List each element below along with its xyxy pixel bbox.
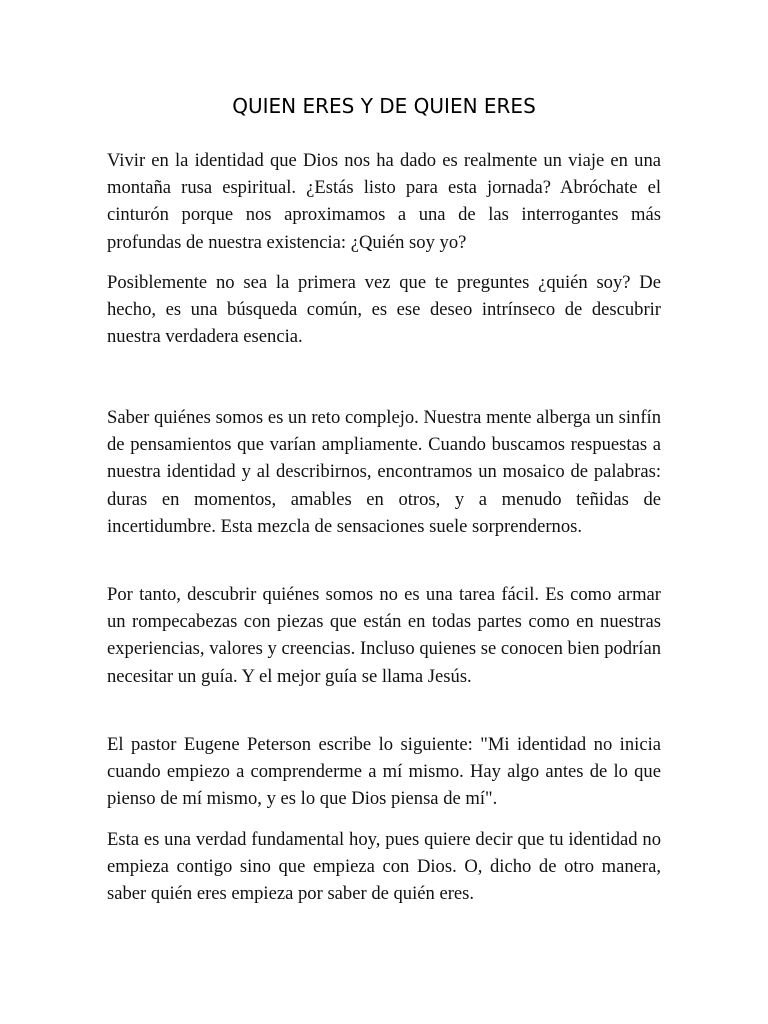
paragraph: Por tanto, descubrir quiénes somos no es una tarea fácil. Es como armar un rompecabezas con piezas que están en todas partes como en nuestras experiencias, valores y creencias. Incluso quienes se conocen bien podrían necesitar un guía. Y el mejor guía se llama Jesús. <box>107 584 661 687</box>
paragraph: Esta es una verdad fundamental hoy, pues quiere decir que tu identidad no empieza contigo sino que empieza con Dios. O, dicho de otro manera, saber quién eres empieza por saber de quién eres. <box>107 829 661 905</box>
paragraph: Vivir en la identidad que Dios nos ha dado es realmente un viaje en una montaña rusa espiritual. ¿Estás listo para esta jornada? Abróchate el cinturón porque nos aproximamos a una de las interrogantes más profundas de nuestra existencia: ¿Quién soy yo? <box>107 150 661 253</box>
document-title: QUIEN ERES Y DE QUIEN ERES <box>232 94 536 118</box>
paragraph: Posiblemente no sea la primera vez que te preguntes ¿quién soy? De hecho, es una búsqueda común, es ese deseo intrínseco de descubrir nuestra verdadera esencia. <box>107 272 661 348</box>
paragraph: Saber quiénes somos es un reto complejo. Nuestra mente alberga un sinfín de pensamientos que varían ampliamente. Cuando buscamos respuestas a nuestra identidad y al describirnos, encontramos un mosaico de palabras: duras en momentos, amables en otros, y a menudo teñidas de incertidumbre. Esta mezcla de sensaciones suele sorprendernos. <box>107 407 661 537</box>
paragraph: El pastor Eugene Peterson escribe lo siguiente: "Mi identidad no inicia cuando empiezo a comprenderme a mí mismo. Hay algo antes de lo que pienso de mí mismo, y es lo que Dios piensa de mí". <box>107 734 661 810</box>
